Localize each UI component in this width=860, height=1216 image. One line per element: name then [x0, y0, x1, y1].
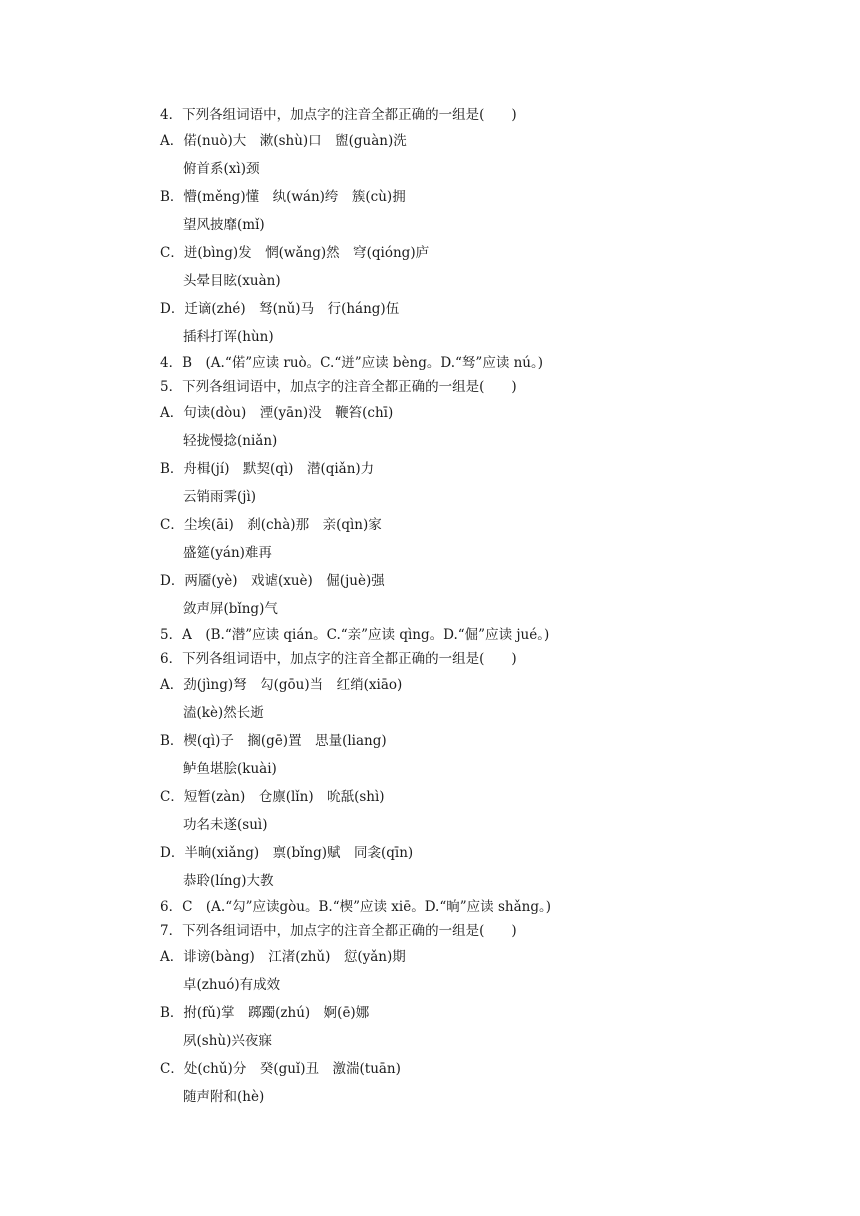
option-continuation-line: 功名未遂(suì)	[183, 817, 268, 833]
option-line: B．拊(fǔ)掌 踯躅(zhú) 婀(ē)娜	[160, 1005, 370, 1021]
option-continuation-line: 恭聆(líng)大教	[183, 873, 274, 889]
option-continuation-line: 敛声屏(bǐng)气	[183, 601, 278, 617]
option-line: A．偌(nuò)大 漱(shù)口 盥(guàn)洗	[160, 133, 407, 149]
option-line: B．舟楫(jí) 默契(qì) 潜(qiǎn)力	[160, 461, 375, 477]
option-line: B．懵(měng)懂 纨(wán)绔 簇(cù)拥	[160, 189, 406, 205]
option-continuation-line: 云销雨霁(jì)	[183, 489, 257, 505]
option-continuation-line: 轻拢慢捻(niǎn)	[183, 433, 278, 449]
option-line: A．诽谤(bàng) 江渚(zhǔ) 愆(yǎn)期	[160, 949, 406, 965]
option-continuation-line: 夙(shù)兴夜寐	[183, 1033, 272, 1049]
option-continuation-line: 插科打诨(hùn)	[183, 329, 274, 345]
option-line: A．劲(jìng)弩 勾(gōu)当 红绡(xiāo)	[160, 677, 403, 693]
option-continuation-line: 溘(kè)然长逝	[183, 705, 264, 721]
option-line: D．半晌(xiǎng) 禀(bǐng)赋 同衾(qīn)	[160, 845, 414, 861]
option-line: C．短暂(zàn) 仓廪(lǐn) 吮舐(shì)	[160, 789, 385, 805]
question-or-answer-line: 5．A (B.“潜”应读 qián。C.“亲”应读 qìng。D.“倔”应读 jué。)	[160, 627, 550, 643]
option-continuation-line: 随声附和(hè)	[183, 1089, 265, 1105]
option-line: D．迁谪(zhé) 驽(nǔ)马 行(háng)伍	[160, 301, 400, 317]
option-continuation-line: 头晕目眩(xuàn)	[183, 273, 281, 289]
option-continuation-line: 卓(zhuó)有成效	[183, 977, 281, 993]
question-or-answer-line: 7．下列各组词语中，加点字的注音全都正确的一组是( )	[160, 923, 517, 939]
option-line: B．楔(qì)子 搁(gē)置 思量(liang)	[160, 733, 387, 749]
question-or-answer-line: 6．下列各组词语中，加点字的注音全都正确的一组是( )	[160, 651, 517, 667]
question-or-answer-line: 6．C (A.“勾”应读gòu。B.“楔”应读 xiē。D.“晌”应读 shǎng。)	[160, 899, 551, 915]
option-continuation-line: 盛筵(yán)难再	[183, 545, 272, 561]
question-or-answer-line: 4．B (A.“偌”应读 ruò。C.“迸”应读 bèng。D.“驽”应读 nú。)	[160, 355, 544, 371]
option-line: D．两靥(yè) 戏谑(xuè) 倔(juè)强	[160, 573, 385, 589]
exercise-text	[160, 103, 800, 1111]
option-line: C．处(chǔ)分 癸(guǐ)丑 激湍(tuān)	[160, 1061, 401, 1077]
option-line: C．尘埃(āi) 刹(chà)那 亲(qìn)家	[160, 517, 382, 533]
option-continuation-line: 俯首系(xì)颈	[183, 161, 260, 177]
question-or-answer-line: 5．下列各组词语中，加点字的注音全都正确的一组是( )	[160, 379, 517, 395]
question-or-answer-line: 4．下列各组词语中，加点字的注音全都正确的一组是( )	[160, 107, 517, 123]
option-continuation-line: 鲈鱼堪脍(kuài)	[183, 761, 277, 777]
option-line: C．迸(bìng)发 惘(wǎng)然 穹(qióng)庐	[160, 245, 430, 261]
option-continuation-line: 望风披靡(mǐ)	[183, 217, 265, 233]
option-line: A．句读(dòu) 湮(yān)没 鞭笞(chī)	[160, 405, 394, 421]
